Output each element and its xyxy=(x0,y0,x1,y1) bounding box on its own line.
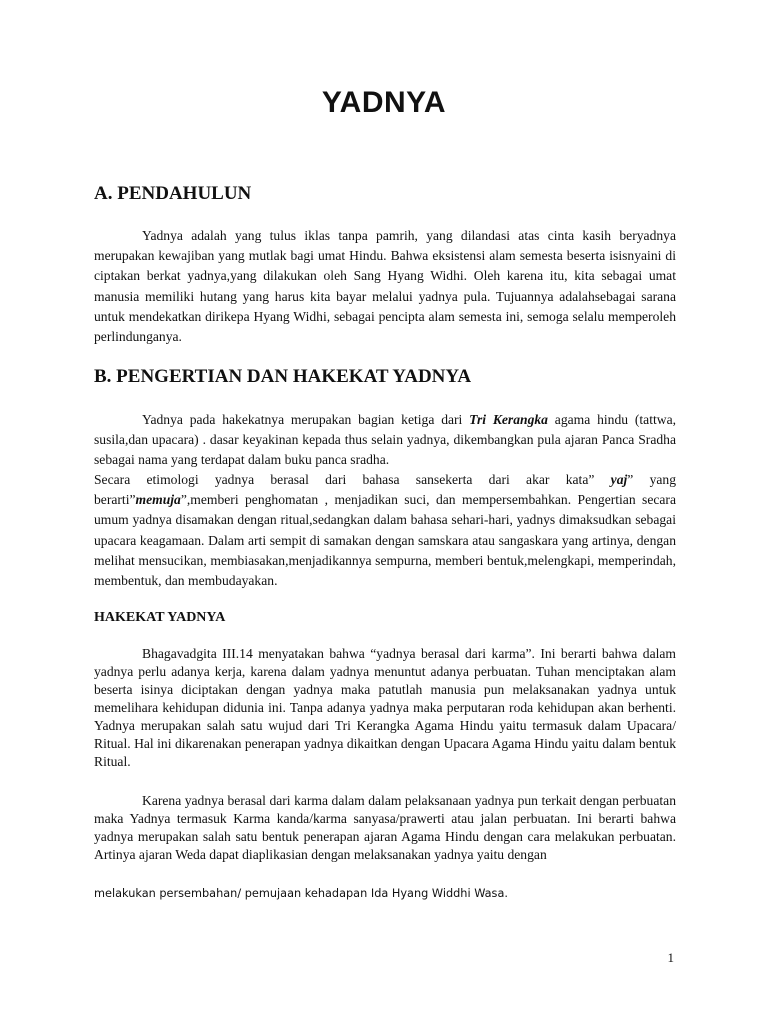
paragraph-hakekat-1: Bhagavadgita III.14 menyatakan bahwa “yadnya berasal dari karma”. Ini berarti bahwa dalam yadnya perlu adanya kerja, karena dalam yadnya menuntut adanya perbuatan. Tuhan menciptakan alam beserta isinya diciptakan dengan yadnya maka patutlah manusia pun melaksanakan yadnya untuk memelihara kehidupan didunia ini. Tanpa adanya yadnya maka perputaran roda kehidupan akan berhenti. Yadnya merupakan salah satu wujud dari Tri Kerangka Agama Hindu yaitu termasuk dalam Upacara/ Ritual. Hal ini dikarenakan penerapan yadnya dikaitkan dengan Upacara Agama Hindu yaitu dalam bentuk Ritual. xyxy=(94,646,676,769)
paragraph-pendahuluan: Yadnya adalah yang tulus iklas tanpa pamrih, yang dilandasi atas cinta kasih beryadnya merupakan kewajiban yang mutlak bagi umat Hindu. Bahwa eksistensi alam semesta beserta isisnyaini di ciptakan berkat yadnya,yang dilakukan oleh Sang Hyang Widhi. Oleh karena itu, kita sebagai umat manusia memiliki hutang yang harus kita bayar melalui yadnya pula. Tujuannya adalahsebagai sarana untuk mendekatkan dirikepa Hyang Widhi, sebagai pencipta alam semesta ini, semoga selalu memperoleh perlindunganya. xyxy=(94,228,676,345)
p2-text-c: ”,memberi penghomatan , menjadikan suci, dan mempersembahkan. Pengertian secara umum yadnya disamakan dengan ritual,sedangkan dalam bahasa sehari-hari, yadnys dimaksudkan sebagai upacara keagamaan. Dalam arti sempit di samakan dengan samskara atau sangaskara yang artinya, dengan melihat mensucikan, membiasakan,menjadikannya sempurna, memberi bentuk,melengkapi, memperindah, membentuk, dan membudayakan. xyxy=(94,492,676,589)
paragraph-pengertian-2 xyxy=(94,470,676,591)
heading-pendahuluan: A. PENDAHULUN xyxy=(94,183,252,204)
p2-text-a: Secara etimologi yadnya berasal dari bahasa sansekerta dari akar kata” xyxy=(94,472,611,487)
heading-hakekat: HAKEKAT YADNYA xyxy=(94,610,226,625)
term-tri-kerangka: Tri Kerangka xyxy=(469,412,548,427)
page-number: 1 xyxy=(667,950,674,965)
p1-text-a: Yadnya pada hakekatnya merupakan bagian ketiga dari xyxy=(142,412,470,427)
page-title: YADNYA xyxy=(321,86,447,119)
heading-pengertian: B. PENGERTIAN DAN HAKEKAT YADNYA xyxy=(94,366,472,387)
p1-text-b: agama hindu (tattwa, susila,dan upacara) . dasar keyakinan kepada thus selain yadnya, dikembangkan pula ajaran Panca Sradha sebagai nama yang terdapat dalam buku panca sradha. xyxy=(94,412,677,468)
paragraph-hakekat-2: Karena yadnya berasal dari karma dalam dalam pelaksanaan yadnya pun terkait dengan perbuatan maka Yadnya termasuk Karma kanda/karma sanyasa/prawerti atau jalan perbuatan. Ini berarti bahwa yadnya merupakan salah satu bentuk penerapan ajaran Agama Hindu dengan cara melakukan perbuatan. Artinya ajaran Weda dapat diaplikasian dengan melaksanakan yadnya yaitu dengan xyxy=(94,793,676,862)
paragraph-hakekat-3: melakukan persembahan/ pemujaan kehadapan Ida Hyang Widdhi Wasa. xyxy=(94,887,508,900)
term-memuja: memuja xyxy=(135,492,181,508)
p2-text-b: ” yang berarti” xyxy=(94,472,676,508)
term-yaj: yaj xyxy=(610,472,628,487)
paragraph-pengertian-1 xyxy=(94,410,676,471)
